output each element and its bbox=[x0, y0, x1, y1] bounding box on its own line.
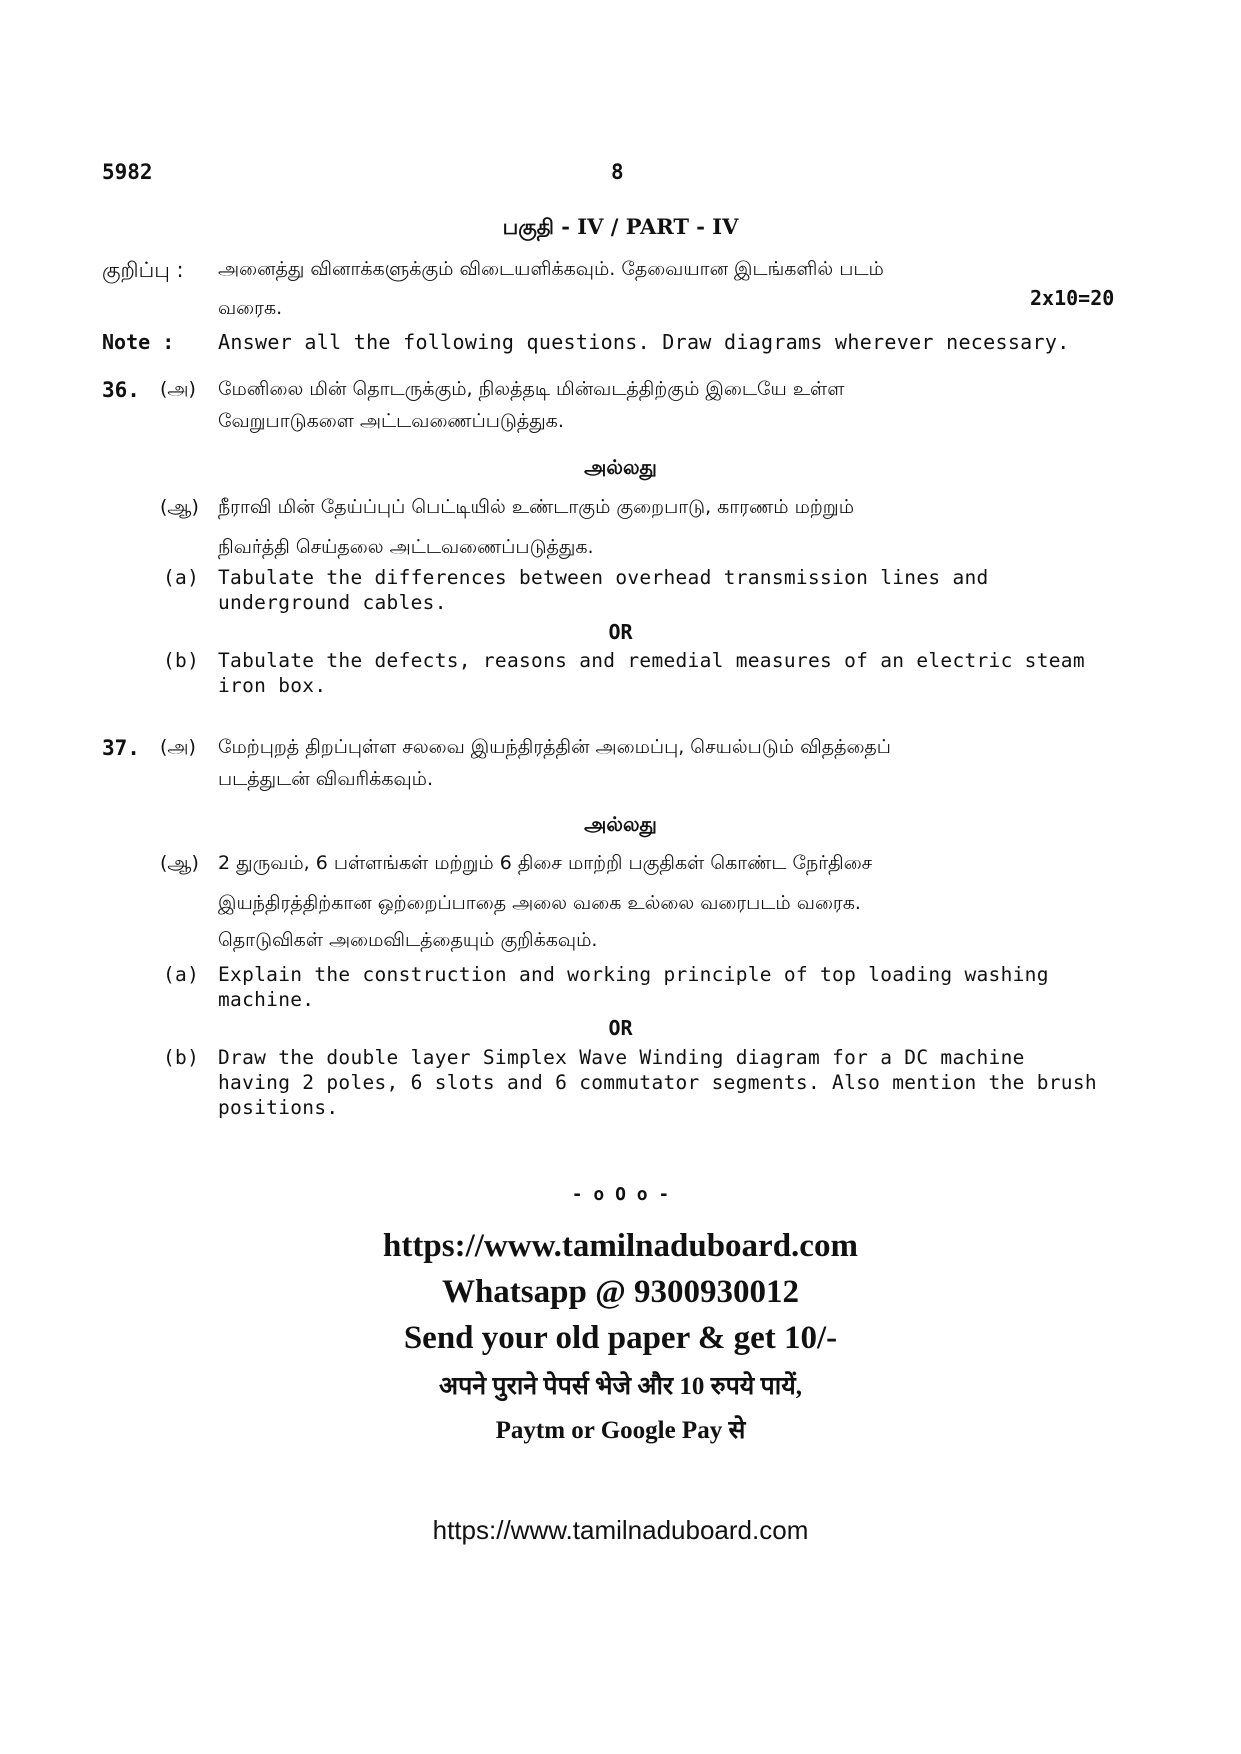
q37-b-ta-line1: 2 துருவம், 6 பள்ளங்கள் மற்றும் 6 திசை மாற்றி பகுதிகள் கொண்ட நேர்திசை bbox=[218, 852, 873, 874]
page-number: 8 bbox=[611, 160, 624, 184]
footer-paytm: Paytm or Google Pay से bbox=[495, 1417, 746, 1444]
footer-url[interactable]: https://www.tamilnaduboard.com bbox=[383, 1228, 858, 1264]
note-en-label: Note : bbox=[102, 330, 175, 354]
option-marker: (a) bbox=[163, 963, 200, 986]
footer-whatsapp: Whatsapp @ 9300930012 bbox=[441, 1274, 800, 1310]
q36-b-en-line1: Tabulate the defects, reasons and remedial measures of an electric steam bbox=[218, 649, 1085, 672]
question-number: 37. bbox=[102, 736, 140, 760]
option-marker: (அ) bbox=[160, 378, 196, 400]
note-ta-line2: வரைக. bbox=[218, 297, 283, 319]
option-marker: (b) bbox=[163, 649, 200, 672]
q37-a-en-line2: machine. bbox=[218, 988, 315, 1011]
option-marker: (ஆ) bbox=[160, 852, 199, 874]
question-number: 36. bbox=[102, 378, 140, 402]
q36-b-ta-line2: நிவர்த்தி செய்தலை அட்டவணைப்படுத்துக. bbox=[218, 536, 594, 558]
marks-label: 2x10=20 bbox=[1030, 286, 1115, 310]
option-marker: (ஆ) bbox=[160, 496, 199, 518]
q37-b-ta-line2: இயந்திரத்திற்கான ஒற்றைப்பாதை அலை வகை உல்லை வரைபடம் வரைக. bbox=[218, 892, 861, 914]
q37-a-ta-line1: மேற்புறத் திறப்புள்ள சலவை இயந்திரத்தின் அமைப்பு, செயல்படும் விதத்தைப் bbox=[218, 736, 891, 758]
option-marker: (b) bbox=[163, 1046, 200, 1069]
or-ta-divider: அல்லது bbox=[584, 455, 657, 479]
q36-b-en-line2: iron box. bbox=[218, 674, 327, 697]
paper-code: 5982 bbox=[102, 160, 153, 184]
q37-b-en-line3: positions. bbox=[218, 1096, 339, 1119]
end-mark: - o O o - bbox=[571, 1184, 670, 1205]
part-heading: பகுதி - IV / PART - IV bbox=[502, 214, 739, 239]
or-ta-divider: அல்லது bbox=[584, 812, 657, 836]
footer-hindi: अपने पुराने पेपर्स भेजे और 10 रुपये पायें, bbox=[438, 1373, 802, 1400]
q36-a-ta-line1: மேனிலை மின் தொடருக்கும், நிலத்தடி மின்வடத்திற்கும் இடையே உள்ள bbox=[218, 378, 845, 400]
q37-a-ta-line2: படத்துடன் விவரிக்கவும். bbox=[218, 768, 433, 790]
q37-a-en-line1: Explain the construction and working principle of top loading washing bbox=[218, 963, 1049, 986]
q36-a-en-line2: underground cables. bbox=[218, 591, 447, 614]
or-en-divider: OR bbox=[608, 1016, 633, 1040]
or-en-divider: OR bbox=[608, 620, 633, 644]
bottom-url[interactable]: https://www.tamilnaduboard.com bbox=[432, 1515, 809, 1545]
q36-b-ta-line1: நீராவி மின் தேய்ப்புப் பெட்டியில் உண்டாகும் குறைபாடு, காரணம் மற்றும் bbox=[218, 496, 854, 518]
option-marker: (a) bbox=[163, 566, 200, 589]
option-marker: (அ) bbox=[160, 736, 196, 758]
q36-a-en-line1: Tabulate the differences between overhead transmission lines and bbox=[218, 566, 989, 589]
note-ta-label: குறிப்பு : bbox=[102, 258, 184, 282]
q37-b-ta-line3: தொடுவிகள் அமைவிடத்தையும் குறிக்கவும். bbox=[218, 929, 598, 951]
q36-a-ta-line2: வேறுபாடுகளை அட்டவணைப்படுத்துக. bbox=[218, 410, 564, 432]
q37-b-en-line2: having 2 poles, 6 slots and 6 commutator segments. Also mention the brush bbox=[218, 1071, 1097, 1094]
q37-b-en-line1: Draw the double layer Simplex Wave Winding diagram for a DC machine bbox=[218, 1046, 1025, 1069]
note-ta-line1: அனைத்து வினாக்களுக்கும் விடையளிக்கவும். தேவையான இடங்களில் படம் bbox=[218, 258, 884, 280]
note-en-text: Answer all the following questions. Draw diagrams wherever necessary. bbox=[218, 330, 1070, 354]
footer-send: Send your old paper & get 10/- bbox=[403, 1320, 838, 1356]
